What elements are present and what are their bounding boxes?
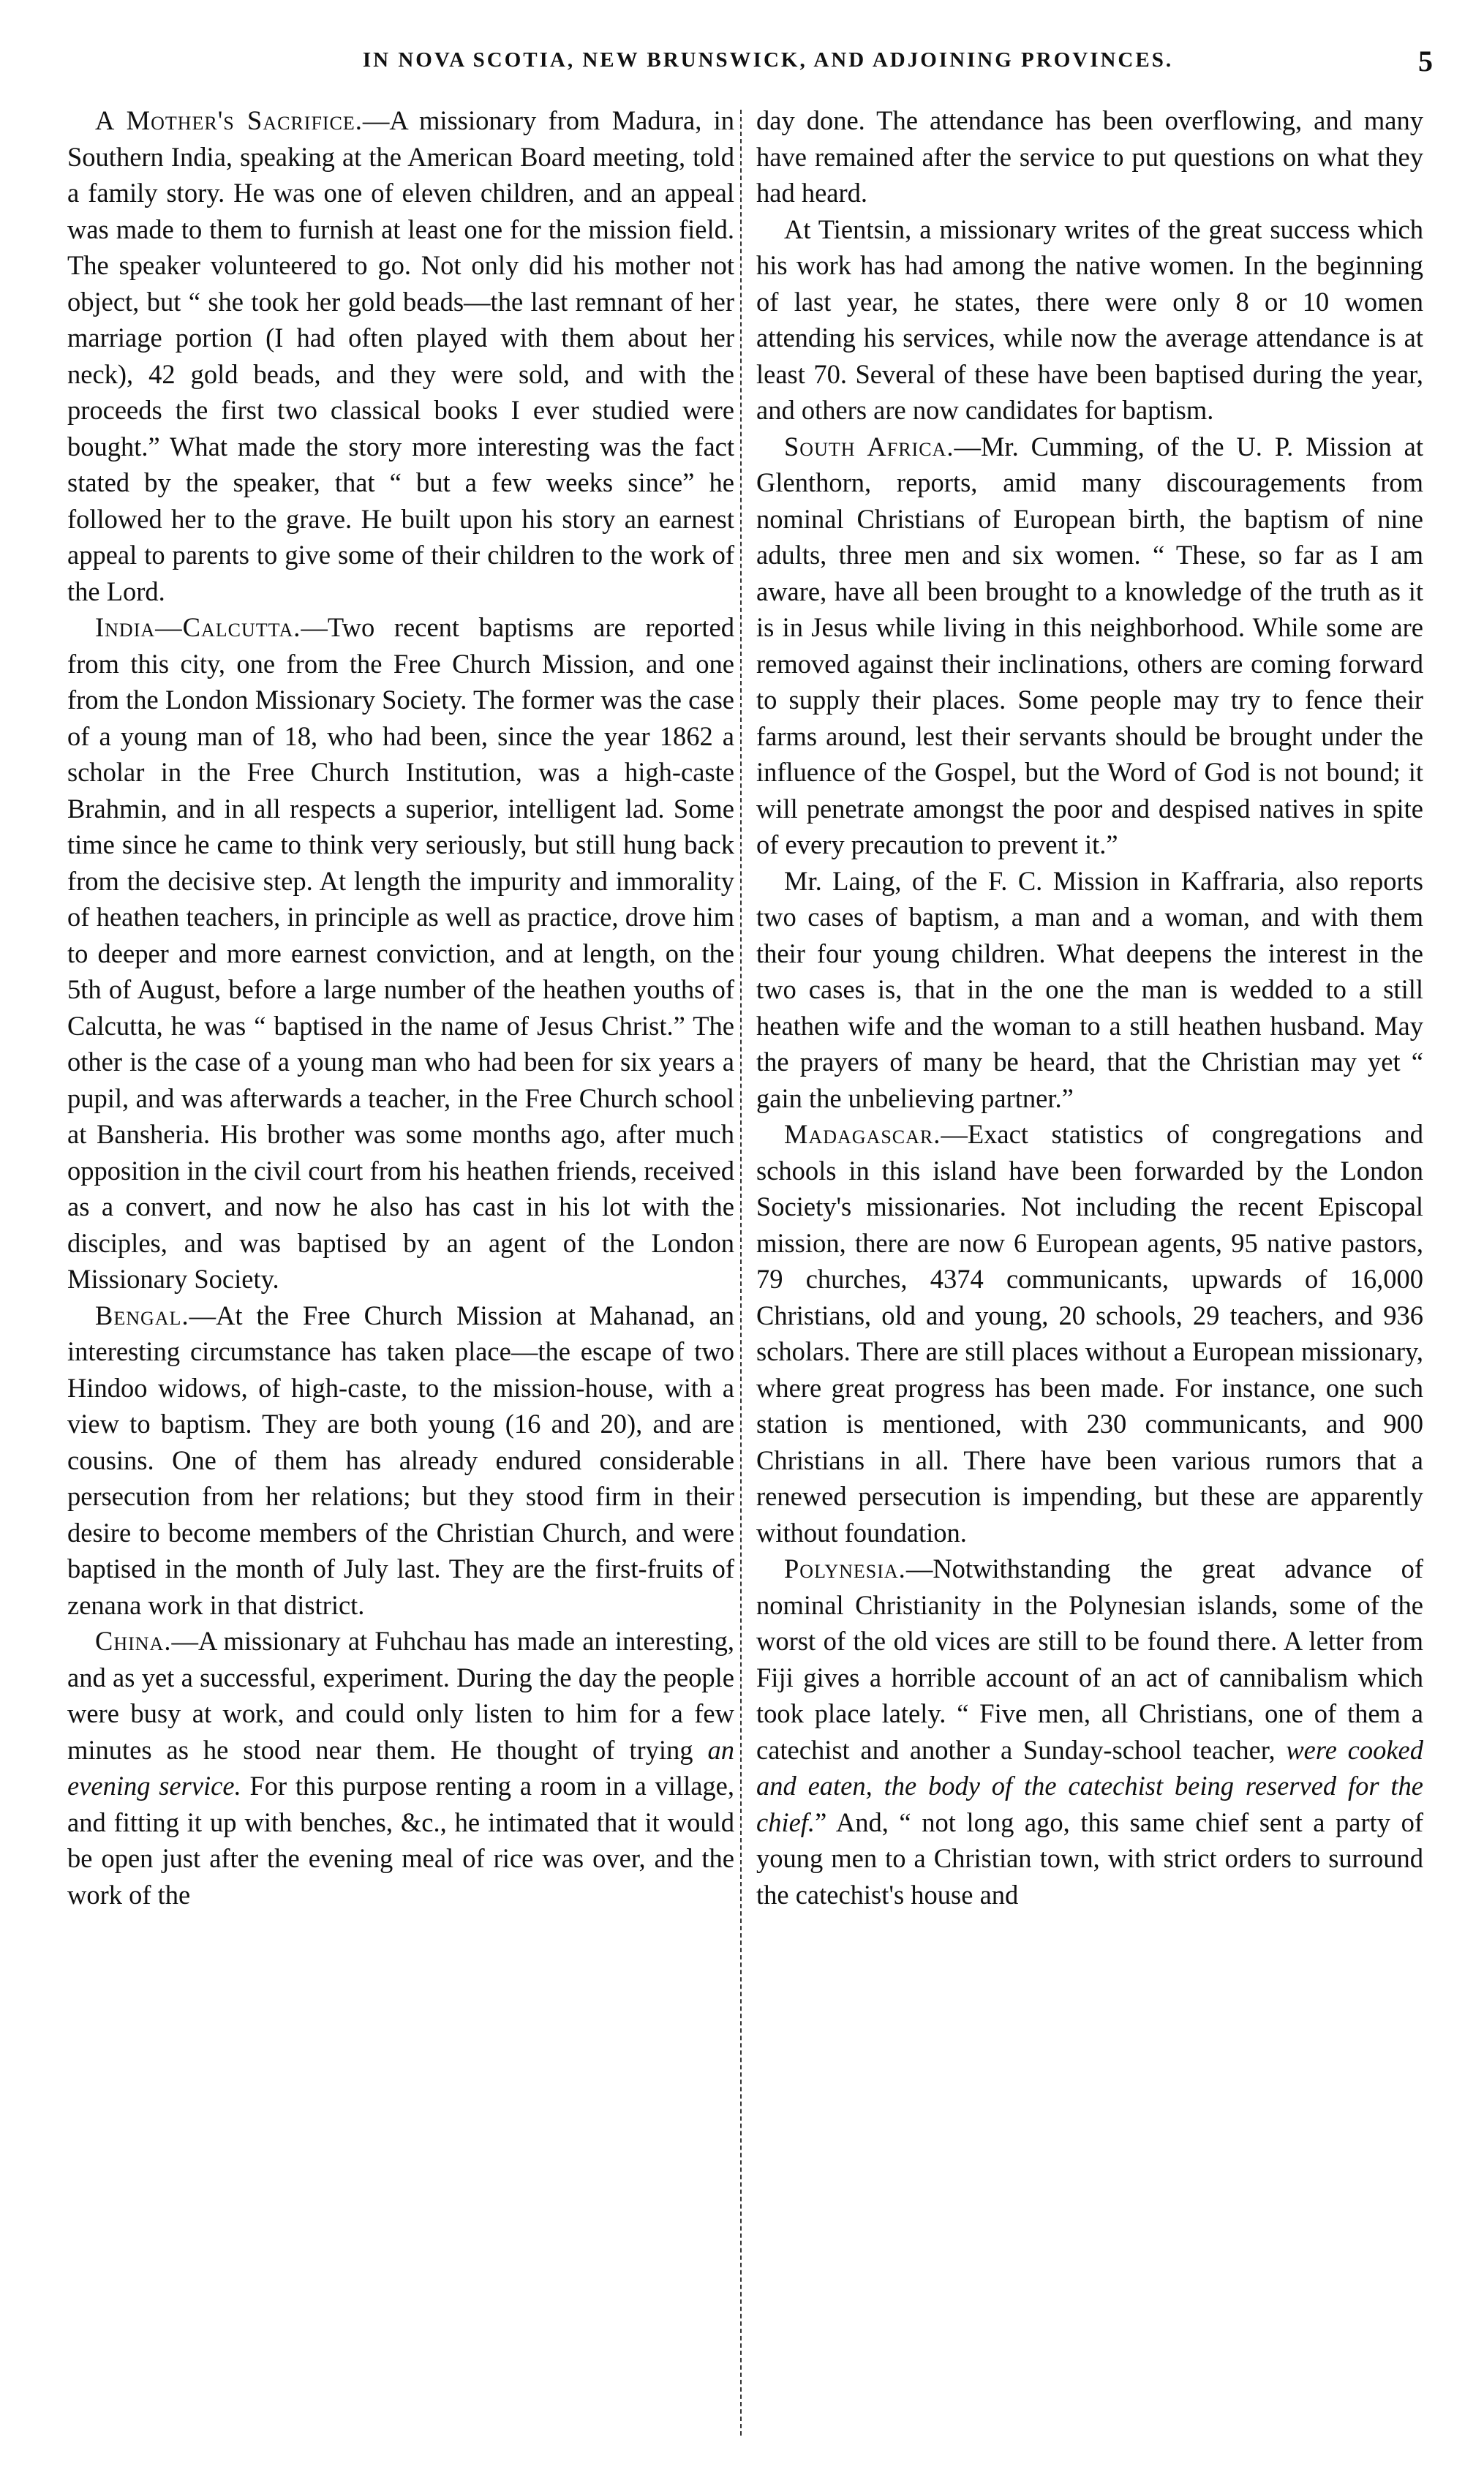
paragraph-kaffraria — [756, 863, 1423, 1117]
italic-text: an evening service. — [67, 1734, 734, 1801]
paragraph-china-continued — [756, 102, 1423, 211]
section-heading: China. — [95, 1626, 172, 1656]
paragraph-text: —Notwithstanding the great advance of nominal Christianity in the Polynesian islands, some of the worst of the old vices are still to be found there. A letter from Fiji gives a horrible account of an act of cannibalism which took place lately. “ Five men, all Christians, one of them a catechist and another a Sunday-school teacher, — [756, 1554, 1423, 1765]
paragraph-tientsin — [756, 211, 1423, 429]
section-heading: Bengal. — [95, 1300, 189, 1330]
paragraph-mothers-sacrifice — [67, 102, 734, 609]
paragraph-text: ” And, “ not long ago, this same chief sent a party of young men to a Christian town, with strict orders to surround the catechist's house and — [756, 1807, 1423, 1910]
paragraph-bengal — [67, 1298, 734, 1624]
page-number: 5 — [1418, 45, 1433, 78]
paragraph-china — [67, 1623, 734, 1913]
paragraph-text: —A missionary at Fuhchau has made an interesting, and as yet a successful, experiment. During the day the people were busy at work, and could only listen to him for a few minutes as he stood near them. He thought of trying — [67, 1626, 734, 1765]
paragraph-india-calcutta — [67, 609, 734, 1298]
paragraph-polynesia — [756, 1551, 1423, 1913]
paragraph-text: —Mr. Cumming, of the U. P. Mission at Glenthorn, reports, amid many discouragements from nominal Christians of European birth, the baptism of nine adults, three men and six women. “ These, so far as I am aware, have all been brought to a knowledge of the truth as it is in Jesus while living in this neighborhood. While some are removed against their inclinations, others are coming forward to supply their places. Some people may try to fence their farms around, lest their servants should be brought under the influence of the Gospel, but the Word of God is not bound; it will penetrate amongst the poor and despised natives in spite of every precaution to prevent it.” — [756, 431, 1423, 859]
section-heading: India—Calcutta. — [95, 612, 301, 642]
paragraph-madagascar — [756, 1116, 1423, 1551]
paragraph-text: At Tientsin, a missionary writes of the great success which his work has had among the native women. In the beginning of last year, he states, there were only 8 or 10 women attending his services, while now the average attendance is at least 70. Several of these have been baptised during the year, and others are now candidates for baptism. — [756, 214, 1423, 425]
column-divider — [740, 110, 742, 2436]
page-header — [0, 45, 1484, 92]
section-heading: Polynesia. — [784, 1554, 906, 1583]
right-column — [756, 102, 1423, 1913]
section-heading: A Mother's Sacrifice. — [95, 105, 363, 135]
paragraph-text: day done. The attendance has been overflowing, and many have remained after the service to put questions on what they had heard. — [756, 105, 1423, 208]
running-title: IN NOVA SCOTIA, NEW BRUNSWICK, AND ADJOINING PROVINCES. — [362, 48, 1174, 72]
paragraph-text: Mr. Laing, of the F. C. Mission in Kaffraria, also reports two cases of baptism, a man and a woman, and with them their four young children. What deepens the interest in the two cases is, that in the one the man is wedded to a still heathen wife and the woman to a still heathen husband. May the prayers of many be heard, that the Christian may yet “ gain the unbelieving partner.” — [756, 865, 1423, 1113]
paragraph-text: For this purpose renting a room in a village, and fitting it up with benches, &c., he intimated that it would be open just after the evening meal of rice was over, and the work of the — [67, 1771, 734, 1910]
paragraph-text: —Exact statistics of congregations and schools in this island have been forwarded by the London Society's missionaries. Not including the recent Episcopal mission, there are now 6 European agents, 95 native pastors, 79 churches, 4374 communicants, upwards of 16,000 Christians, old and young, 20 schools, 29 teachers, and 936 scholars. There are still places without a European missionary, where great progress has been made. For instance, one such station is mentioned, with 230 communicants, and 900 Christians in all. There have been various rumors that a renewed persecution is impending, but these are apparently without foundation. — [756, 1119, 1423, 1548]
section-heading: South Africa. — [784, 431, 954, 462]
paragraph-text: —A missionary from Madura, in Southern India, speaking at the American Board meeting, told a family story. He was one of eleven children, and an appeal was made to them to furnish at least one for the mission field. The speaker volunteered to go. Not only did his mother not object, but “ she took her gold beads—the last remnant of her marriage portion (I had often played with them about her neck), 42 gold beads, and they were sold, and with the proceeds the first two classical books I ever studied were bought.” What made the story more interesting was the fact stated by the speaker, that “ but a few weeks since” he followed her to the grave. He built upon his story an earnest appeal to parents to give some of their children to the work of the Lord. — [67, 105, 734, 606]
paragraph-text: —At the Free Church Mission at Mahanad, an interesting circumstance has taken place—the escape of two Hindoo widows, of high-caste, to the mission-house, with a view to baptism. They are both young (16 and 20), and are cousins. One of them has already endured considerable persecution from her relations; but they stood firm in their desire to become members of the Christian Church, and were baptised in the month of July last. They are the first-fruits of zenana work in that district. — [67, 1300, 734, 1620]
paragraph-text: —Two recent baptisms are reported from this city, one from the Free Church Mission, and one from the London Missionary Society. The former was the case of a young man of 18, who had been, since the year 1862 a scholar in the Free Church Institution, was a high-caste Brahmin, and in all respects a superior, intelligent lad. Some time since he came to think very seriously, but still hung back from the decisive step. At length the impurity and immorality of heathen teachers, in principle as well as practice, drove him to deeper and more earnest conviction, and at length, on the 5th of August, before a large number of the heathen youths of Calcutta, he was “ baptised in the name of Jesus Christ.” The other is the case of a young man who had been for six years a pupil, and was afterwards a teacher, in the Free Church school at Bansheria. His brother was some months ago, after much opposition in the civil court from his heathen friends, received as a convert, and now he also has cast in his lot with the disciples, and was baptised by an agent of the London Missionary Society. — [67, 612, 734, 1294]
paragraph-south-africa — [756, 429, 1423, 863]
italic-text: were cooked and eaten, the body of the catechist being reserved for the chief. — [756, 1734, 1423, 1837]
left-column — [67, 102, 734, 1913]
section-heading: Madagascar. — [784, 1119, 941, 1149]
